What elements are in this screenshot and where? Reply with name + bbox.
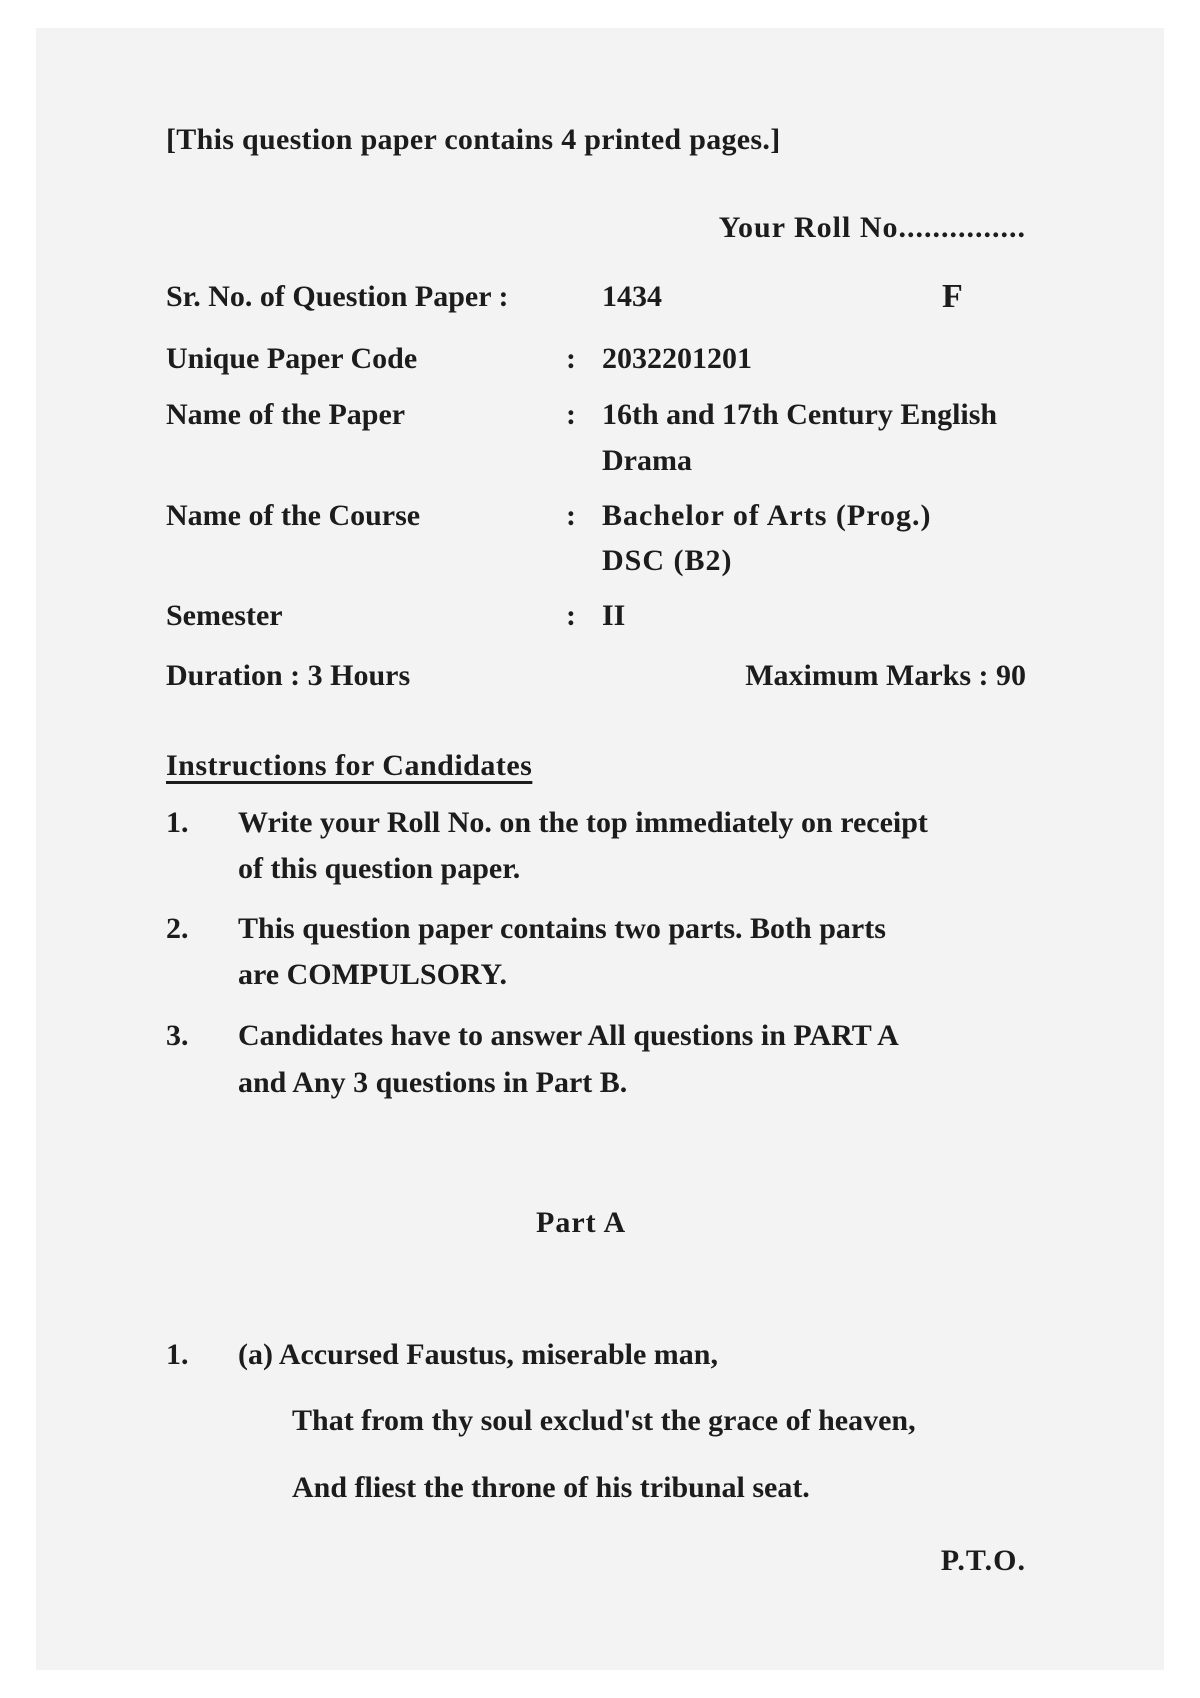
instruction-number: 1. — [166, 806, 189, 839]
instruction-text: Write your Roll No. on the top immediately on receipt — [238, 806, 928, 839]
colon: : — [566, 499, 576, 532]
paper-name-value: 16th and 17th Century English — [602, 398, 998, 431]
colon: : — [566, 398, 576, 431]
instruction-text: Candidates have to answer All questions in PART A — [238, 1019, 899, 1052]
instructions-title: Instructions for Candidates — [166, 749, 533, 782]
duration: Duration : 3 Hours — [166, 659, 411, 692]
instruction-text: are COMPULSORY. — [238, 958, 507, 991]
colon: : — [566, 599, 576, 632]
paper-name-value-line2: Drama — [602, 444, 692, 477]
question-number: 1. — [166, 1338, 189, 1371]
semester-label: Semester — [166, 599, 283, 632]
semester-value: II — [602, 599, 626, 632]
paper-code-label: Unique Paper Code — [166, 342, 418, 375]
colon: : — [566, 342, 576, 375]
paper-sheet — [36, 28, 1164, 1670]
set-letter: F — [942, 278, 963, 315]
paper-code-value: 2032201201 — [602, 342, 752, 375]
question-line: And fliest the throne of his tribunal seat. — [292, 1471, 810, 1504]
instruction-text: of this question paper. — [238, 852, 521, 885]
instruction-text: and Any 3 questions in Part B. — [238, 1066, 628, 1099]
instruction-number: 3. — [166, 1019, 189, 1052]
maximum-marks: Maximum Marks : 90 — [745, 659, 1026, 692]
course-name-label: Name of the Course — [166, 499, 421, 532]
pto-marker: P.T.O. — [940, 1544, 1026, 1577]
question-line: That from thy soul exclud'st the grace of heaven, — [292, 1404, 916, 1437]
course-name-value: Bachelor of Arts (Prog.) — [602, 499, 932, 532]
course-name-value-line2: DSC (B2) — [602, 544, 733, 577]
sr-no-value: 1434 — [602, 280, 662, 313]
paper-name-label: Name of the Paper — [166, 398, 406, 431]
sr-no-label: Sr. No. of Question Paper : — [166, 280, 509, 313]
instruction-text: This question paper contains two parts. Both parts — [238, 912, 886, 945]
part-a-heading: Part A — [536, 1206, 627, 1239]
roll-number-field: Your Roll No............... — [718, 211, 1026, 244]
pages-note: [This question paper contains 4 printed pages.] — [166, 123, 781, 156]
question-line: (a) Accursed Faustus, miserable man, — [238, 1338, 718, 1371]
instruction-number: 2. — [166, 912, 189, 945]
